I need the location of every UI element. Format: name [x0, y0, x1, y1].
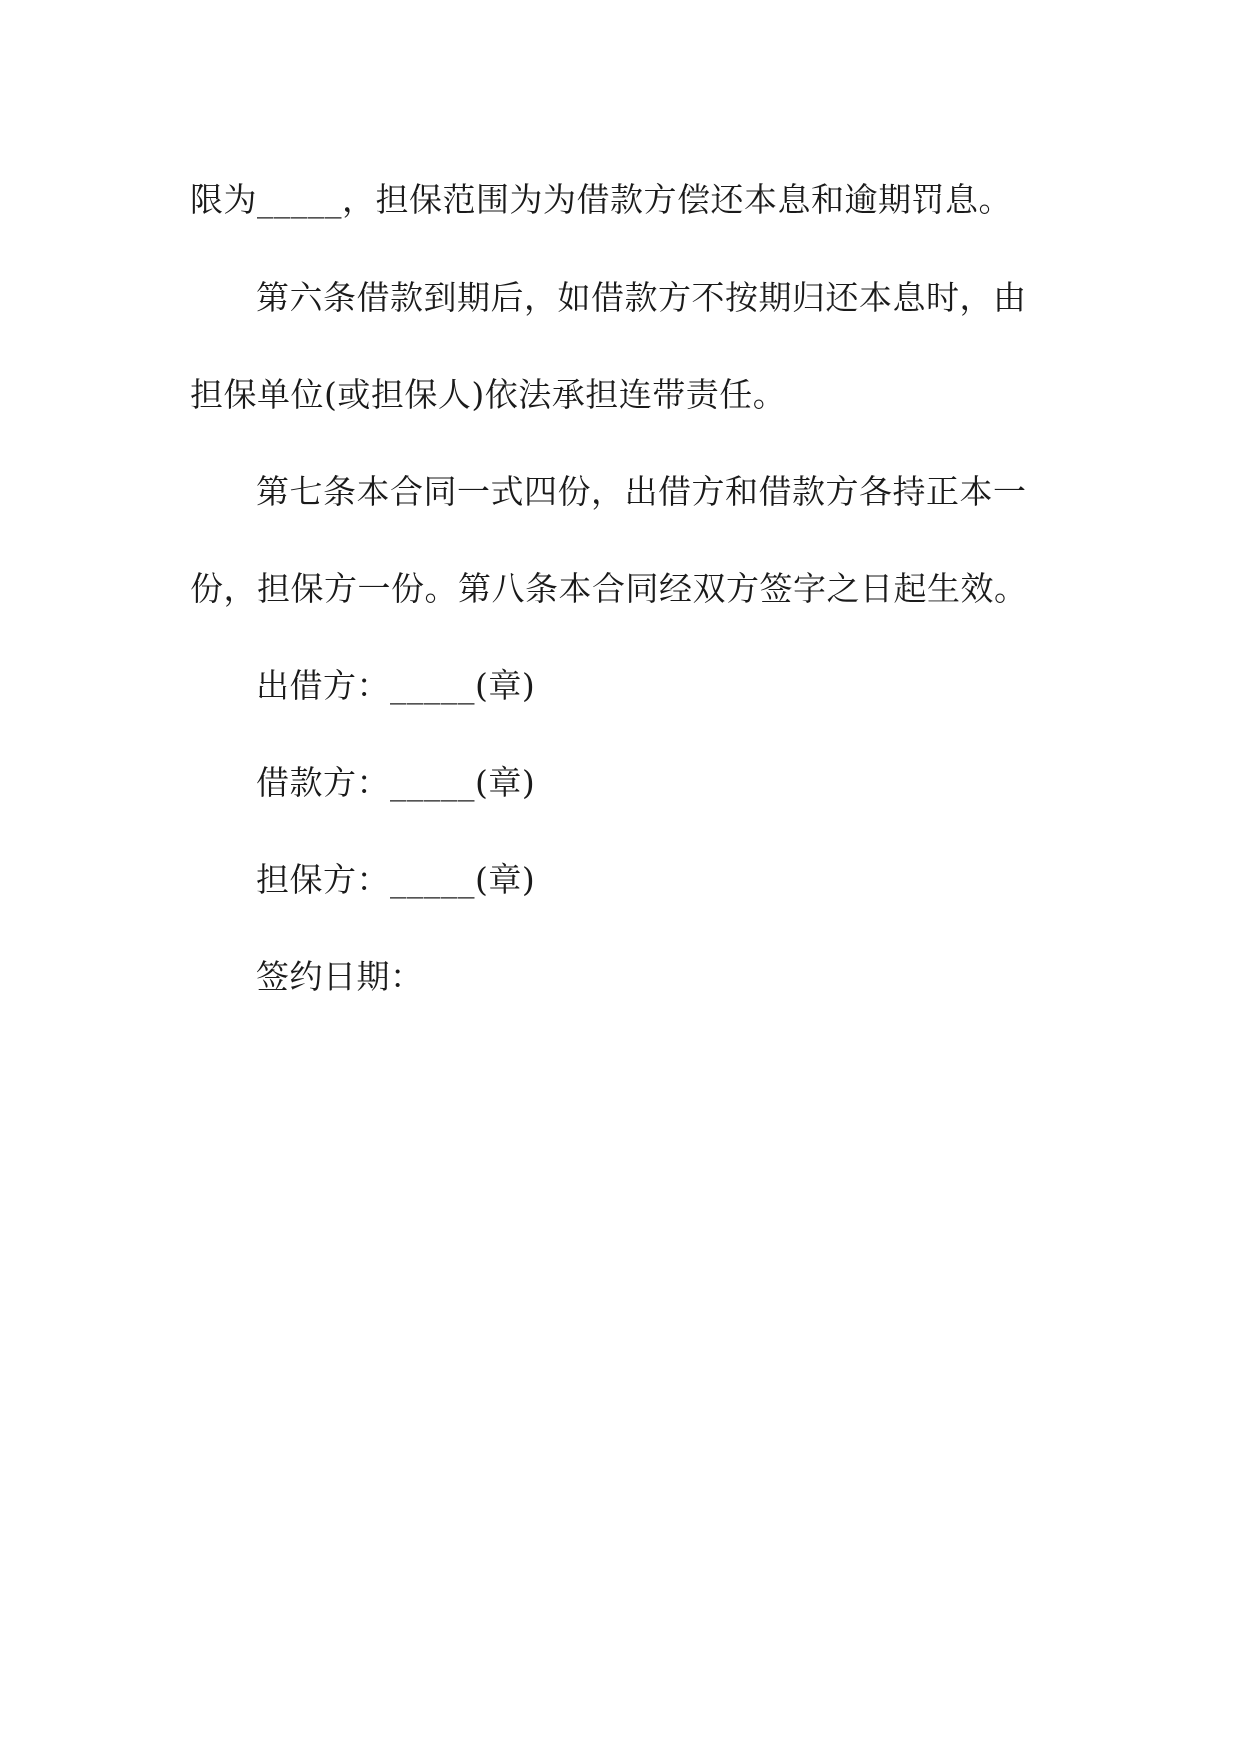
guarantor-signature-line: 担保方：_____(章) [256, 860, 536, 899]
signing-date-line: 签约日期： [256, 957, 424, 996]
clause-6-line-1: 第六条借款到期后，如借款方不按期归还本息时，由 [256, 278, 1027, 317]
clause-7-8-line-2: 份，担保方一份。第八条本合同经双方签字之日起生效。 [190, 569, 1028, 608]
clause-6-line-2: 担保单位(或担保人)依法承担连带责任。 [190, 375, 787, 414]
lender-signature-line: 出借方：_____(章) [256, 666, 536, 705]
borrower-signature-line: 借款方：_____(章) [256, 763, 536, 802]
clause-7-line-1: 第七条本合同一式四份，出借方和借款方各持正本一 [256, 472, 1027, 511]
clause-5-continuation: 限为_____，担保范围为为借款方偿还本息和逾期罚息。 [190, 180, 1012, 219]
